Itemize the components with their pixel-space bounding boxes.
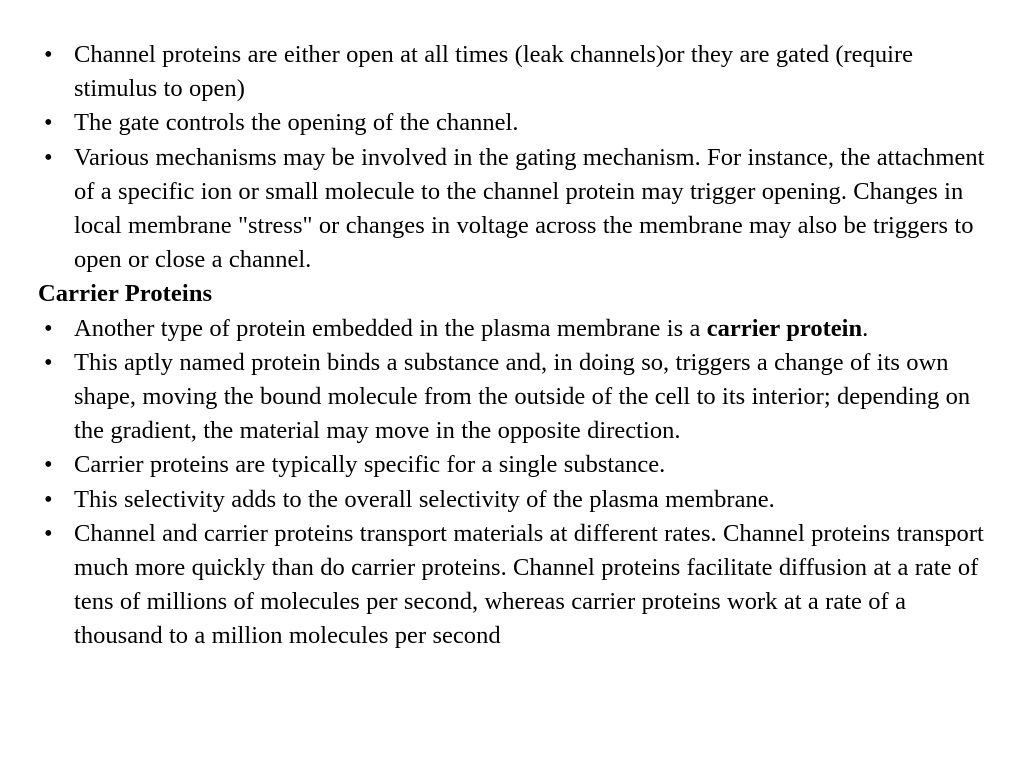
- bullet-item-text: Channel and carrier proteins transport materials at different rates. Channel proteins transport much more quickly than do carrier proteins. Channel proteins facilitate diffusion at a rate of tens of millions of molecules per second, whereas carrier proteins work at a rate of a thousand to a million molecules per second: [74, 519, 984, 650]
- bullet-list-item: [38, 141, 993, 278]
- bullet-list-item: [38, 448, 993, 482]
- bullet-item-text: This aptly named protein binds a substance and, in doing so, triggers a change of its own shape, moving the bound molecule from the outside of the cell to its interior; depending on the gradient, the material may move in the opposite direction.: [74, 348, 971, 445]
- bullet-item-text: Various mechanisms may be involved in the gating mechanism. For instance, the attachment of a specific ion or small molecule to the channel protein may trigger opening. Changes in local membrane "stress" or changes in voltage across the membrane may also be triggers to open or close a channel.: [74, 143, 985, 274]
- bullet-item-text: [74, 312, 993, 346]
- bullet-list-item: [38, 38, 993, 106]
- bullet-text-run: Another type of protein embedded in the plasma membrane is a: [74, 314, 707, 342]
- bullet-item-text: This selectivity adds to the overall selectivity of the plasma membrane.: [74, 485, 775, 513]
- bullet-list-item: [38, 517, 993, 654]
- section-heading: Carrier Proteins: [38, 280, 213, 308]
- bullet-item-text: The gate controls the opening of the channel.: [74, 109, 519, 137]
- bullet-point-icon: •: [44, 451, 53, 479]
- bullet-list-item: [38, 483, 993, 517]
- slide-content-body: [38, 38, 993, 654]
- bullet-item-text: Carrier proteins are typically specific for a single substance.: [74, 451, 666, 479]
- bullet-list-item: [38, 346, 993, 449]
- bullet-list-item: [38, 106, 993, 140]
- bullet-text-run: .: [862, 314, 869, 342]
- bullet-point-icon: •: [44, 314, 53, 342]
- bullet-point-icon: •: [44, 109, 53, 137]
- bullet-list-item: [38, 312, 993, 346]
- bullet-point-icon: •: [44, 41, 53, 68]
- bullet-point-icon: •: [44, 519, 53, 547]
- bullet-point-icon: •: [44, 348, 53, 376]
- bullet-point-icon: •: [44, 485, 53, 513]
- bullet-item-text: Channel proteins are either open at all times (leak channels)or they are gated (require stimulus to open): [74, 41, 914, 103]
- bullet-point-icon: •: [44, 143, 53, 171]
- emphasized-term: carrier protein: [706, 314, 863, 342]
